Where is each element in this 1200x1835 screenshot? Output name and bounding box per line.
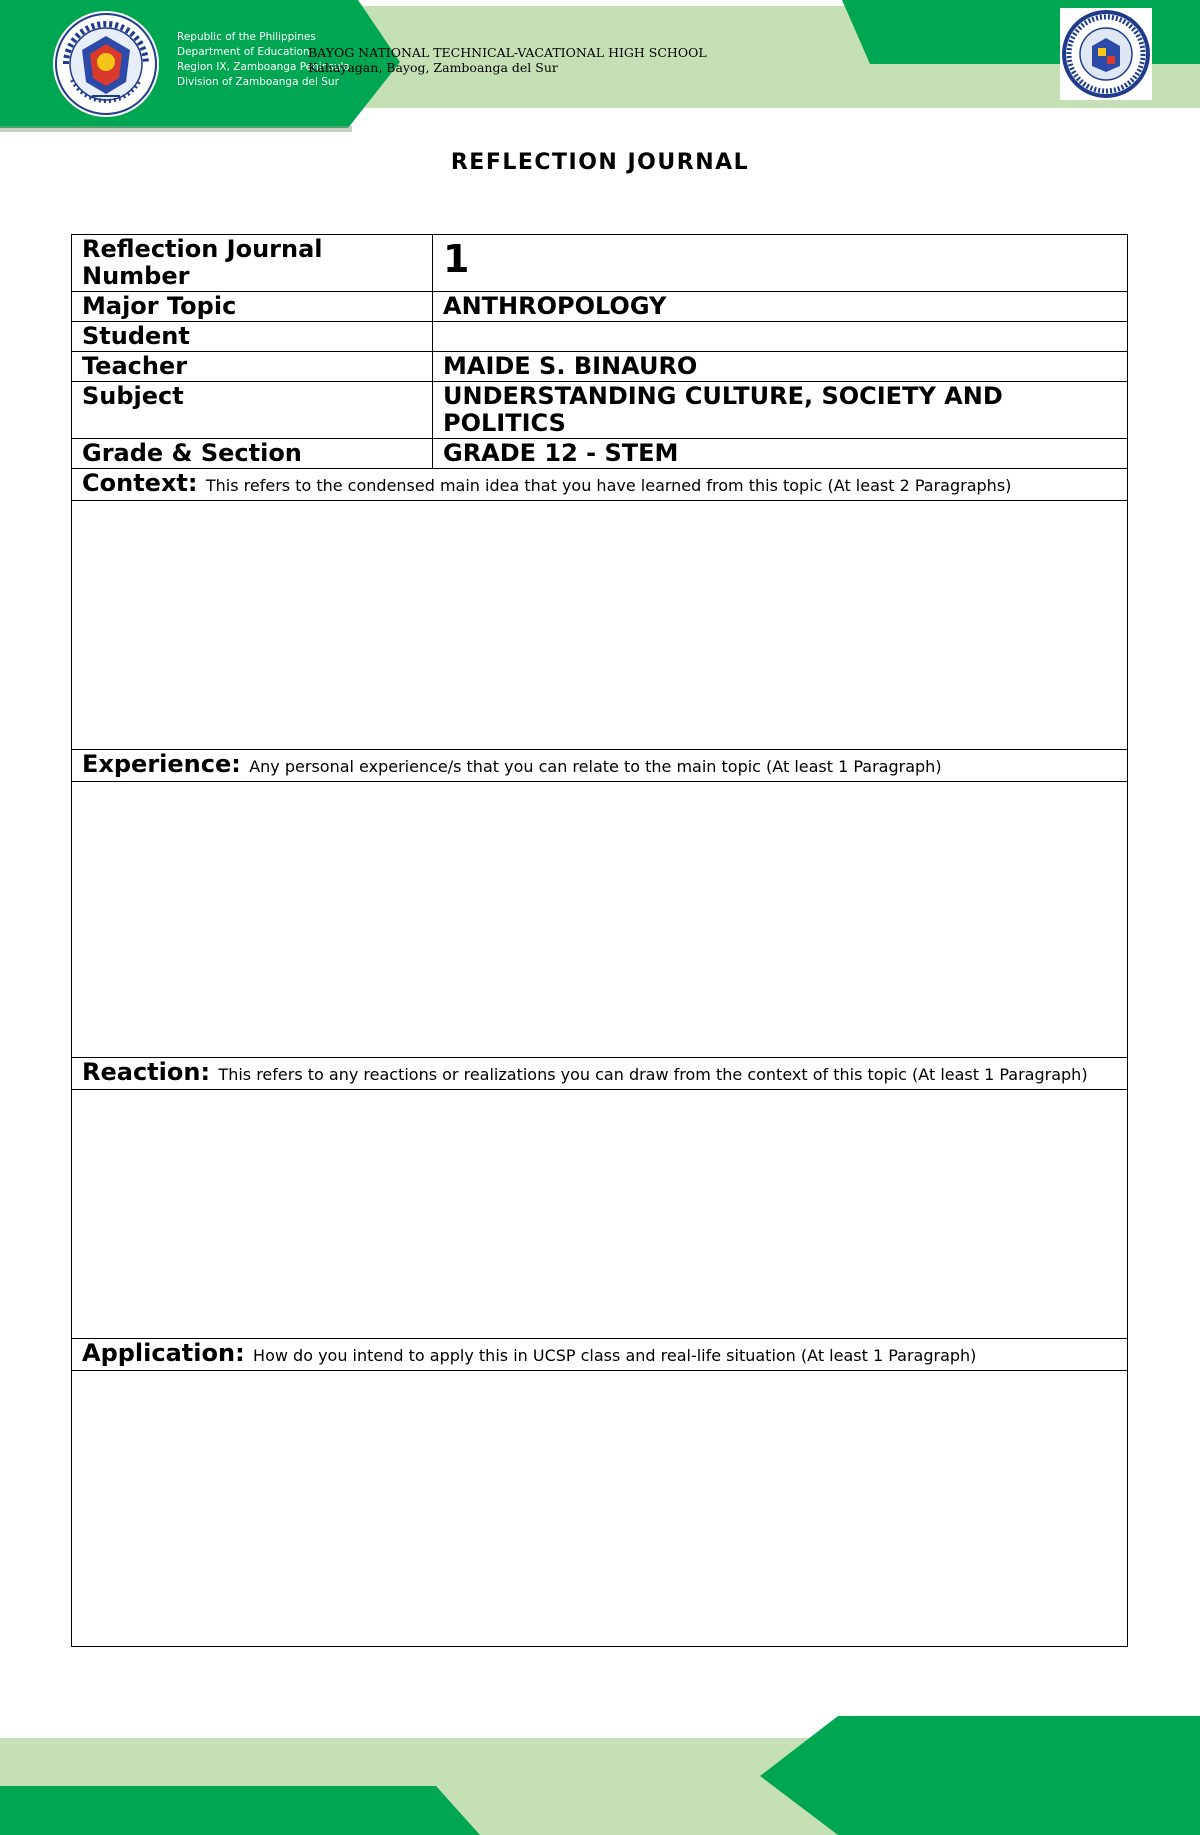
context-answer-area[interactable] xyxy=(72,501,1128,750)
table-row xyxy=(72,292,1128,322)
application-answer-area[interactable] xyxy=(72,1371,1128,1647)
section-header-row xyxy=(72,1339,1128,1371)
footer-band-green-right xyxy=(760,1716,1200,1835)
deped-line: Division of Zamboanga del Sur xyxy=(177,76,339,88)
row-label: Student xyxy=(72,322,433,352)
section-header-row xyxy=(72,1058,1128,1090)
section-body-row xyxy=(72,1090,1128,1339)
school-name-block xyxy=(308,45,707,75)
table-row xyxy=(72,352,1128,382)
section-description: Any personal experience/s that you can relate to the main topic (At least 1 Paragraph) xyxy=(249,757,942,776)
section-header-row xyxy=(72,469,1128,501)
page-title: REFLECTION JOURNAL xyxy=(450,150,750,175)
grade-section-value[interactable]: GRADE 12 - STEM xyxy=(433,439,1128,469)
row-label: Teacher xyxy=(72,352,433,382)
section-heading: Application: xyxy=(82,1339,245,1367)
section-heading: Experience: xyxy=(82,750,241,778)
context-header xyxy=(72,469,1128,501)
school-name: BAYOG NATIONAL TECHNICAL-VACATIONAL HIGH SCHOOL xyxy=(308,45,707,60)
school-seal-logo xyxy=(1060,8,1152,100)
section-description: This refers to the condensed main idea that you have learned from this topic (At least 2 Paragraphs) xyxy=(205,476,1012,495)
deped-line: Department of Education xyxy=(177,46,310,58)
section-heading: Context: xyxy=(82,469,198,497)
school-address: Kahayagan, Bayog, Zamboanga del Sur xyxy=(308,60,558,75)
teacher-value[interactable]: MAIDE S. BINAURO xyxy=(433,352,1128,382)
major-topic-value[interactable]: ANTHROPOLOGY xyxy=(433,292,1128,322)
subject-value[interactable]: UNDERSTANDING CULTURE, SOCIETY AND POLITICS xyxy=(433,382,1128,439)
row-label: Grade & Section xyxy=(72,439,433,469)
row-label: Subject xyxy=(72,382,433,439)
row-label: Reflection Journal Number xyxy=(72,235,433,292)
deped-line: Region IX, Zamboanga Peninsula xyxy=(177,61,350,73)
section-description: This refers to any reactions or realizations you can draw from the context of this topic (At least 1 Paragraph) xyxy=(218,1065,1088,1084)
section-heading: Reaction: xyxy=(82,1058,211,1086)
student-value[interactable] xyxy=(433,322,1128,352)
reaction-header xyxy=(72,1058,1128,1090)
header-shadow xyxy=(0,126,352,132)
deped-seal-logo xyxy=(52,10,160,118)
table-row xyxy=(72,439,1128,469)
experience-header xyxy=(72,750,1128,782)
application-header xyxy=(72,1339,1128,1371)
reaction-answer-area[interactable] xyxy=(72,1090,1128,1339)
table-row xyxy=(72,322,1128,352)
section-body-row xyxy=(72,782,1128,1058)
table-row xyxy=(72,235,1128,292)
footer-band-green-left xyxy=(0,1786,480,1835)
section-body-row xyxy=(72,1371,1128,1647)
section-header-row xyxy=(72,750,1128,782)
journal-number-value[interactable]: 1 xyxy=(433,235,1128,292)
section-body-row xyxy=(72,501,1128,750)
row-label: Major Topic xyxy=(72,292,433,322)
deped-line: Republic of the Philippines xyxy=(177,31,316,43)
experience-answer-area[interactable] xyxy=(72,782,1128,1058)
reflection-journal-table xyxy=(71,234,1128,1647)
section-description: How do you intend to apply this in UCSP class and real-life situation (At least 1 Paragraph) xyxy=(253,1346,977,1365)
table-row xyxy=(72,382,1128,439)
